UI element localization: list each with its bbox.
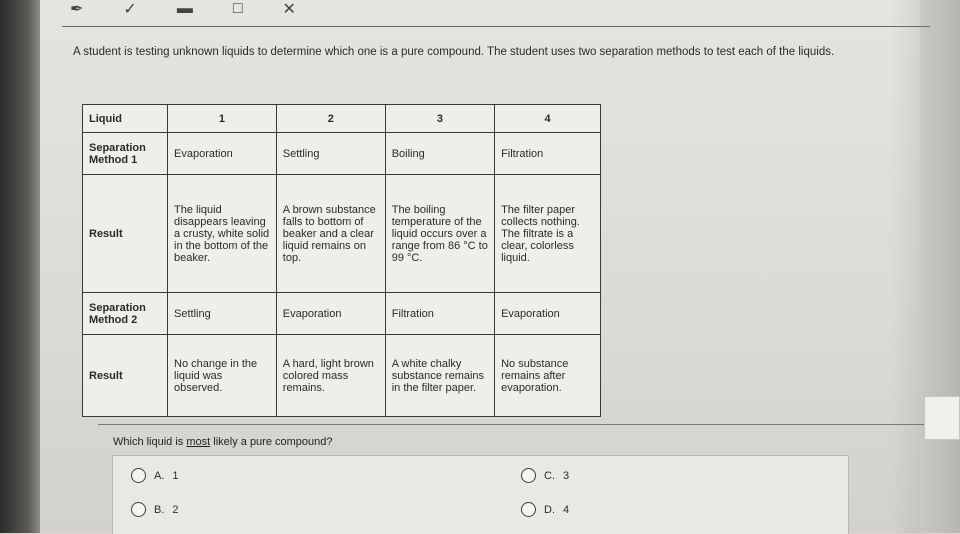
table-cell: Evaporation [168, 133, 277, 175]
answer-option-b[interactable] [131, 502, 179, 517]
table-cell: The filter paper collects nothing. The filtrate is a clear, colorless liquid. [495, 175, 601, 293]
table-header-row [83, 105, 601, 133]
radio-button[interactable] [521, 502, 536, 517]
option-value: 4 [563, 503, 570, 516]
table-row [83, 335, 601, 417]
table-cell: The liquid disappears leaving a crusty, white solid in the bottom of the beaker. [168, 175, 277, 293]
table-cell: The boiling temperature of the liquid occurs over a range from 86 °C to 99 °C. [385, 175, 494, 293]
table-cell: Settling [276, 133, 385, 175]
option-value: 2 [172, 503, 179, 516]
option-letter: A. [154, 469, 165, 482]
answer-option-d[interactable] [521, 502, 569, 517]
table-header-cell: 4 [495, 105, 601, 133]
option-value: 3 [563, 469, 570, 482]
radio-button[interactable] [131, 468, 146, 483]
side-panel-edge [924, 396, 960, 440]
table-header-cell: Liquid [83, 105, 168, 133]
row-label: Separation Method 2 [83, 293, 168, 335]
background-edge-right [890, 0, 960, 533]
background-edge-left [0, 0, 40, 533]
table-cell: Boiling [385, 133, 494, 175]
minus-icon[interactable]: ▬ [176, 0, 193, 17]
divider [62, 26, 930, 27]
divider [98, 424, 928, 425]
row-label: Separation Method 1 [83, 133, 168, 175]
table-row [83, 133, 601, 175]
data-table [82, 104, 601, 417]
table-cell: Evaporation [495, 293, 601, 335]
table-header-cell: 3 [385, 105, 494, 133]
row-label: Result [83, 175, 168, 293]
pen-icon[interactable]: ✒ [70, 1, 84, 18]
option-letter: D. [544, 503, 555, 516]
highlighter-icon[interactable]: ✓ [123, 1, 137, 18]
table-cell: A brown substance falls to bottom of beaker and a clear liquid remains on top. [276, 175, 385, 293]
table-row [83, 293, 601, 335]
prompt-emphasis: most [186, 436, 211, 448]
row-label: Result [83, 335, 168, 417]
option-letter: B. [154, 503, 165, 516]
question-text: A student is testing unknown liquids to determine which one is a pure compound. The student uses two separation methods to test each of the liquids. [73, 46, 835, 58]
answer-option-c[interactable] [521, 468, 569, 483]
prompt-text: Which liquid is [113, 436, 187, 448]
toolbar-cropped [70, 0, 310, 18]
table-cell: Filtration [495, 133, 601, 175]
table-cell: Settling [168, 293, 277, 335]
table-cell: A white chalky substance remains in the filter paper. [385, 335, 494, 417]
table-header-cell: 2 [276, 105, 385, 133]
table-row [83, 175, 601, 293]
answer-prompt [113, 436, 333, 448]
option-letter: C. [544, 469, 555, 482]
radio-button[interactable] [521, 468, 536, 483]
table-cell: Filtration [385, 293, 494, 335]
table-header-cell: 1 [168, 105, 277, 133]
strike-icon[interactable]: ✕ [282, 1, 296, 18]
prompt-text: likely a pure compound? [210, 436, 333, 448]
table-cell: Evaporation [276, 293, 385, 335]
table-cell: No change in the liquid was observed. [168, 335, 277, 417]
radio-button[interactable] [131, 502, 146, 517]
image-icon[interactable]: □ [232, 0, 243, 17]
table-cell: A hard, light brown colored mass remains. [276, 335, 385, 417]
option-value: 1 [172, 469, 179, 482]
answer-option-a[interactable] [131, 468, 179, 483]
answer-choices [112, 455, 849, 534]
table-cell: No substance remains after evaporation. [495, 335, 601, 417]
